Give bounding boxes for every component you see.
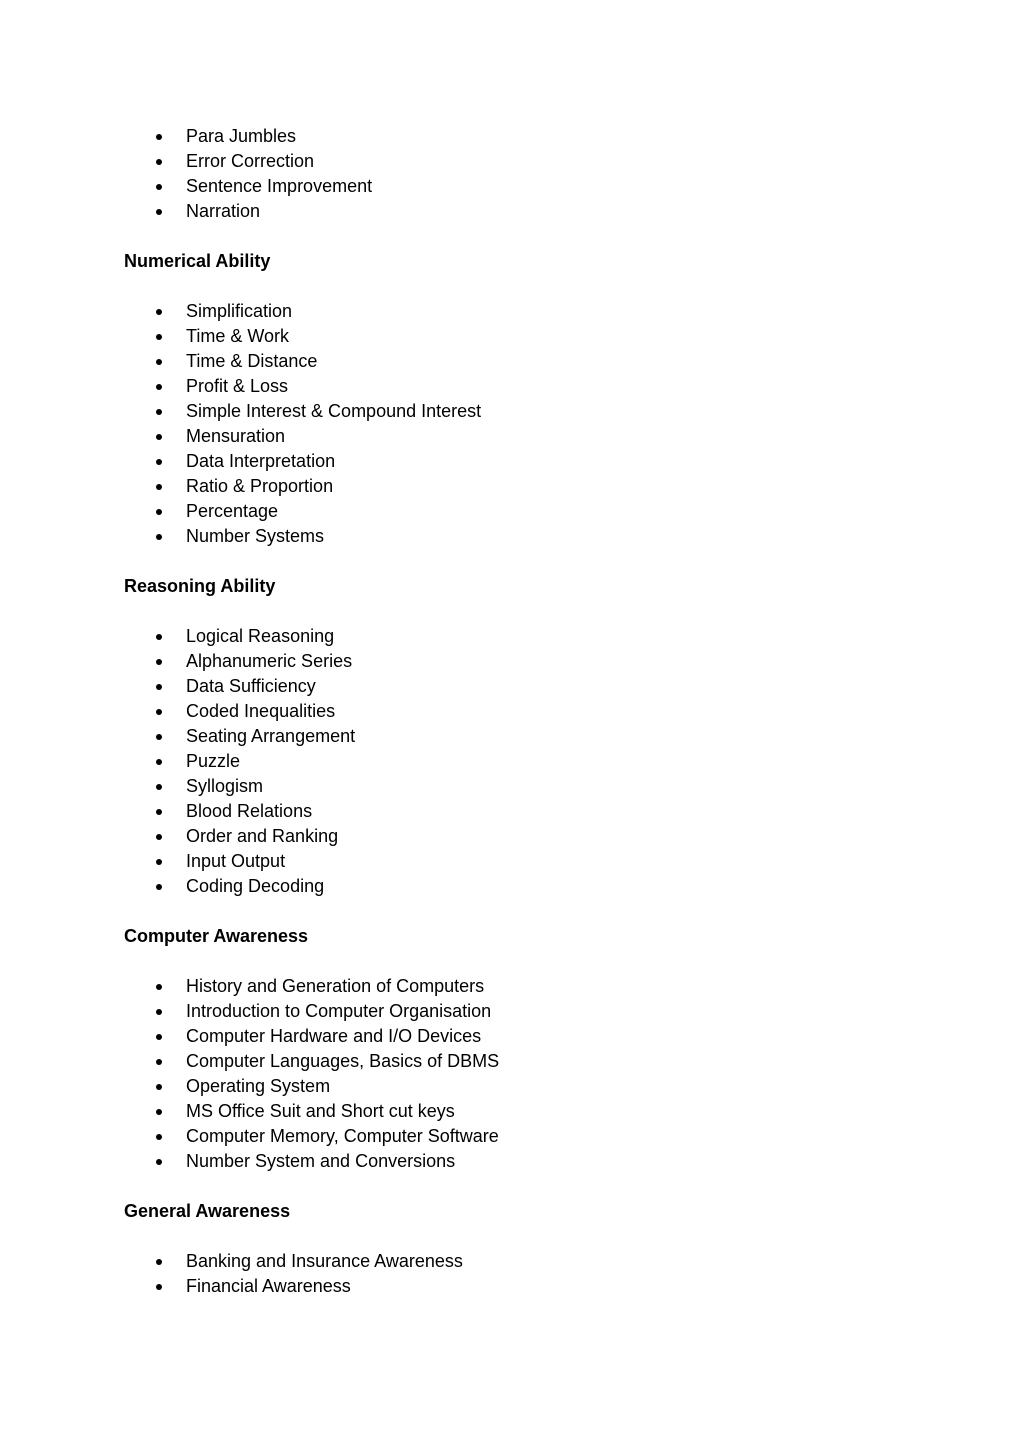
list-item [124, 1024, 924, 1049]
list-item-text: Alphanumeric Series [186, 651, 353, 671]
bullet-icon [156, 1259, 162, 1265]
bullet-icon [156, 834, 162, 840]
section-heading-computer-awareness: Computer Awareness [124, 926, 309, 946]
list-item [124, 299, 924, 324]
list-item [124, 1074, 924, 1099]
list-item-text: Coding Decoding [186, 876, 325, 896]
bullet-icon [156, 784, 162, 790]
list-item [124, 424, 924, 449]
list-item [124, 649, 924, 674]
list-item-text: Error Correction [186, 151, 315, 171]
list-item [124, 774, 924, 799]
list-item-text: Data Interpretation [186, 451, 336, 471]
list-item-text: Number Systems [186, 526, 325, 546]
list-item-text: Blood Relations [186, 801, 313, 821]
intro-list [124, 124, 924, 224]
bullet-icon [156, 1034, 162, 1040]
list-item [124, 799, 924, 824]
bullet-icon [156, 409, 162, 415]
bullet-icon [156, 734, 162, 740]
bullet-icon [156, 159, 162, 165]
bullet-icon [156, 634, 162, 640]
list-item-text: Time & Distance [186, 351, 318, 371]
list-item [124, 1124, 924, 1149]
list-item-text: Simplification [186, 301, 293, 321]
bullet-icon [156, 1059, 162, 1065]
bullet-icon [156, 484, 162, 490]
list-item [124, 1099, 924, 1124]
list-item [124, 1049, 924, 1074]
list-item [124, 1274, 924, 1299]
list-item [124, 199, 924, 224]
bullet-icon [156, 384, 162, 390]
list-item [124, 624, 924, 649]
list-item-text: Banking and Insurance Awareness [186, 1251, 463, 1271]
section-heading-numerical-ability: Numerical Ability [124, 251, 271, 271]
bullet-icon [156, 509, 162, 515]
bullet-icon [156, 809, 162, 815]
list-item [124, 699, 924, 724]
section-heading-reasoning-ability: Reasoning Ability [124, 576, 276, 596]
bullet-icon [156, 1159, 162, 1165]
list-item [124, 1249, 924, 1274]
list-item [124, 399, 924, 424]
list-item-text: MS Office Suit and Short cut keys [186, 1101, 455, 1121]
list-item-text: Input Output [186, 851, 286, 871]
bullet-icon [156, 209, 162, 215]
bullet-icon [156, 1084, 162, 1090]
bullet-icon [156, 659, 162, 665]
list-item-text: Number System and Conversions [186, 1151, 456, 1171]
list-item-text: Logical Reasoning [186, 626, 335, 646]
list-item-text: Data Sufficiency [186, 676, 316, 696]
bullet-icon [156, 1109, 162, 1115]
list-item [124, 749, 924, 774]
bullet-icon [156, 1134, 162, 1140]
bullet-icon [156, 359, 162, 365]
bullet-icon [156, 684, 162, 690]
list-item [124, 174, 924, 199]
bullet-icon [156, 1009, 162, 1015]
list-item-text: Computer Memory, Computer Software [186, 1126, 499, 1146]
bullet-icon [156, 334, 162, 340]
list-item [124, 474, 924, 499]
list-item-text: Narration [186, 201, 261, 221]
list-item-text: Time & Work [186, 326, 290, 346]
computer-awareness-list [124, 974, 924, 1174]
list-item [124, 349, 924, 374]
bullet-icon [156, 434, 162, 440]
list-item-text: Operating System [186, 1076, 331, 1096]
list-item-text: Ratio & Proportion [186, 476, 334, 496]
list-item-text: History and Generation of Computers [186, 976, 485, 996]
list-item [124, 999, 924, 1024]
list-item-text: Percentage [186, 501, 279, 521]
list-item [124, 324, 924, 349]
list-item-text: Financial Awareness [186, 1276, 351, 1296]
list-item [124, 374, 924, 399]
list-item-text: Coded Inequalities [186, 701, 336, 721]
bullet-icon [156, 1284, 162, 1290]
list-item [124, 874, 924, 899]
list-item-text: Order and Ranking [186, 826, 339, 846]
general-awareness-list [124, 1249, 924, 1299]
bullet-icon [156, 859, 162, 865]
numerical-ability-list [124, 299, 924, 549]
list-item-text: Simple Interest & Compound Interest [186, 401, 482, 421]
bullet-icon [156, 984, 162, 990]
list-item-text: Computer Languages, Basics of DBMS [186, 1051, 500, 1071]
list-item [124, 149, 924, 174]
list-item-text: Profit & Loss [186, 376, 289, 396]
bullet-icon [156, 184, 162, 190]
section-heading-general-awareness: General Awareness [124, 1201, 291, 1221]
bullet-icon [156, 759, 162, 765]
list-item-text: Introduction to Computer Organisation [186, 1001, 492, 1021]
list-item [124, 674, 924, 699]
list-item [124, 824, 924, 849]
list-item-text: Syllogism [186, 776, 264, 796]
list-item-text: Para Jumbles [186, 126, 297, 146]
list-item [124, 1149, 924, 1174]
bullet-icon [156, 459, 162, 465]
bullet-icon [156, 884, 162, 890]
bullet-icon [156, 709, 162, 715]
bullet-icon [156, 309, 162, 315]
list-item [124, 849, 924, 874]
bullet-icon [156, 534, 162, 540]
list-item-text: Computer Hardware and I/O Devices [186, 1026, 482, 1046]
list-item-text: Puzzle [186, 751, 241, 771]
list-item [124, 124, 924, 149]
list-item [124, 524, 924, 549]
list-item-text: Seating Arrangement [186, 726, 356, 746]
list-item [124, 724, 924, 749]
list-item-text: Mensuration [186, 426, 286, 446]
bullet-icon [156, 134, 162, 140]
list-item [124, 974, 924, 999]
list-item-text: Sentence Improvement [186, 176, 373, 196]
list-item [124, 449, 924, 474]
reasoning-ability-list [124, 624, 924, 899]
page-content [124, 124, 924, 1299]
list-item [124, 499, 924, 524]
